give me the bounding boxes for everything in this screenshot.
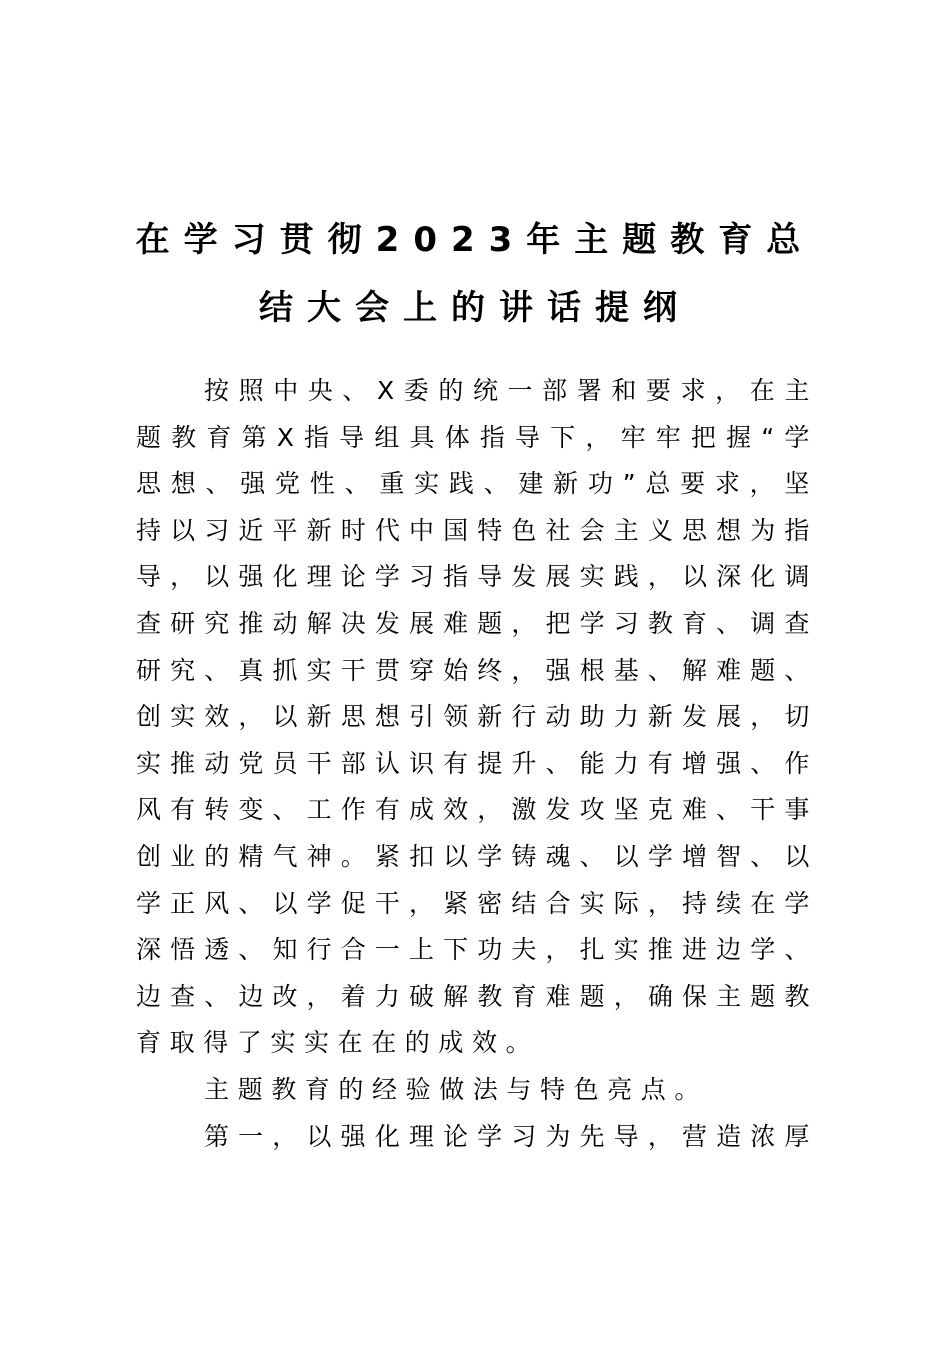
section-heading: 主题教育的经验做法与特色亮点。 <box>204 1074 709 1104</box>
document-title-line-2: 结大会上的讲话提纲 <box>259 288 691 328</box>
document-body <box>136 368 818 1160</box>
body-paragraph-first-point: 第一，以强化理论学习为先导，营造浓厚 <box>204 1121 818 1151</box>
document-title-line-1: 在学习贯彻2023年主题教育总 <box>135 220 815 260</box>
body-paragraph-intro: 按照中央、X委的统一部署和要求，在主题教育第X指导组具体指导下，牢牢把握“学思想、强党性、重实践、建新功”总要求，坚持以习近平新时代中国特色社会主义思想为指导，以强化理论学习指导发展实践，以深化调查研究推动解决发展难题，把学习教育、调查研究、真抓实干贯穿始终，强根基、解难题、创实效，以新思想引领新行动助力新发展，切实推动党员干部认识有提升、能力有增强、作风有转变、工作有成效，激发攻坚克难、干事创业的精气神。紧扣以学铸魂、以学增智、以学正风、以学促干，紧密结合实际，持续在学深悟透、知行合一上下功夫，扎实推进边学、边查、边改，着力破解教育难题，确保主题教育取得了实实在在的成效。 <box>136 376 818 1058</box>
